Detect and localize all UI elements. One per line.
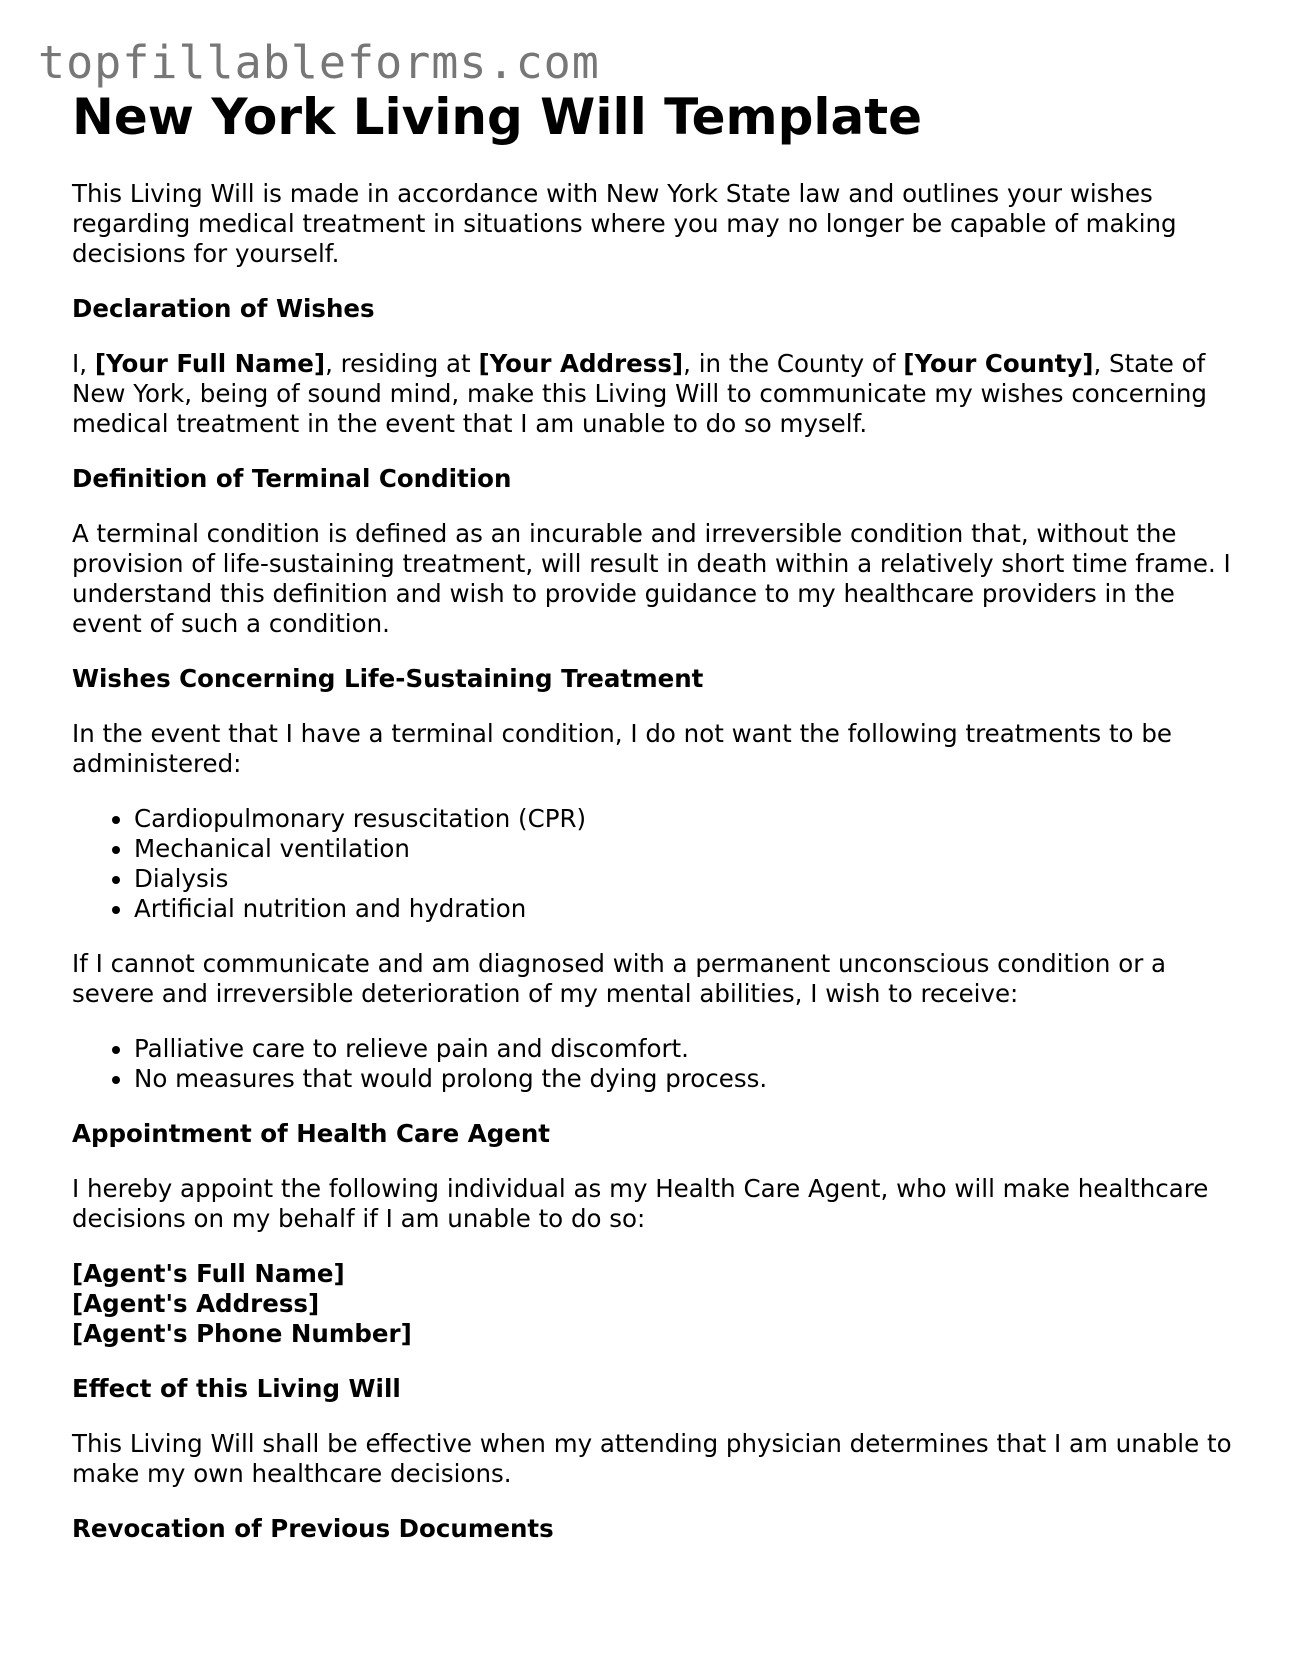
effect-heading: Effect of this Living Will (72, 1374, 401, 1403)
agent-name-field: [Agent's Full Name] (72, 1259, 345, 1288)
declaration-paragraph (72, 349, 1237, 439)
declaration-text-4: , State of New York, being of sound mind, make this Living Will to communicate my wishes concerning medical treatment in the event that I am unable to do so myself. (72, 349, 1207, 438)
agent-details (72, 1259, 1237, 1349)
list-item: • Dialysis (134, 864, 1237, 894)
treatment-heading: Wishes Concerning Life-Sustaining Treatment (72, 664, 704, 693)
agent-paragraph: I hereby appoint the following individual as my Health Care Agent, who will make healthcare decisions on my behalf if I am unable to do so: (72, 1174, 1209, 1233)
list-item: • Mechanical ventilation (134, 834, 1237, 864)
agent-heading: Appointment of Health Care Agent (72, 1119, 551, 1148)
document-body (72, 90, 1237, 1569)
treatment-second-intro: If I cannot communicate and am diagnosed with a permanent unconscious condition or a severe and irreversible deterioration of my mental abilities, I wish to receive: (72, 949, 1167, 1008)
list-item: • Palliative care to relieve pain and discomfort. (134, 1034, 1237, 1064)
list-item: • No measures that would prolong the dying process. (134, 1064, 1237, 1094)
refused-treatments-list (72, 804, 1237, 924)
watermark: topfillableforms.com (38, 36, 600, 89)
list-item: • Cardiopulmonary resuscitation (CPR) (134, 804, 1237, 834)
agent-address-field: [Agent's Address] (72, 1289, 320, 1318)
terminal-paragraph: A terminal condition is defined as an incurable and irreversible condition that, without the provision of life-sustaining treatment, will result in death within a relatively short time frame. I understand this definition and wish to provide guidance to my healthcare providers in the event of such a condition. (72, 519, 1231, 638)
treatment-intro: In the event that I have a terminal condition, I do not want the following treatments to be administered: (72, 719, 1172, 778)
address-field: [Your Address] (478, 349, 684, 378)
county-field: [Your County] (903, 349, 1094, 378)
list-item: • Artificial nutrition and hydration (134, 894, 1237, 924)
declaration-text-2: , residing at (325, 349, 479, 378)
revocation-heading: Revocation of Previous Documents (72, 1514, 554, 1543)
terminal-heading: Definition of Terminal Condition (72, 464, 512, 493)
wanted-care-list (72, 1034, 1237, 1094)
agent-phone-field: [Agent's Phone Number] (72, 1319, 412, 1348)
declaration-text-3: , in the County of (683, 349, 904, 378)
declaration-text-1: I, (72, 349, 95, 378)
full-name-field: [Your Full Name] (94, 349, 326, 378)
declaration-heading: Declaration of Wishes (72, 294, 375, 323)
page-title: New York Living Will Template (72, 88, 923, 146)
effect-paragraph: This Living Will shall be effective when my attending physician determines that I am unable to make my own healthcare decisions. (72, 1429, 1232, 1488)
intro-paragraph: This Living Will is made in accordance with New York State law and outlines your wishes regarding medical treatment in situations where you may no longer be capable of making decisions for yourself. (72, 179, 1177, 268)
